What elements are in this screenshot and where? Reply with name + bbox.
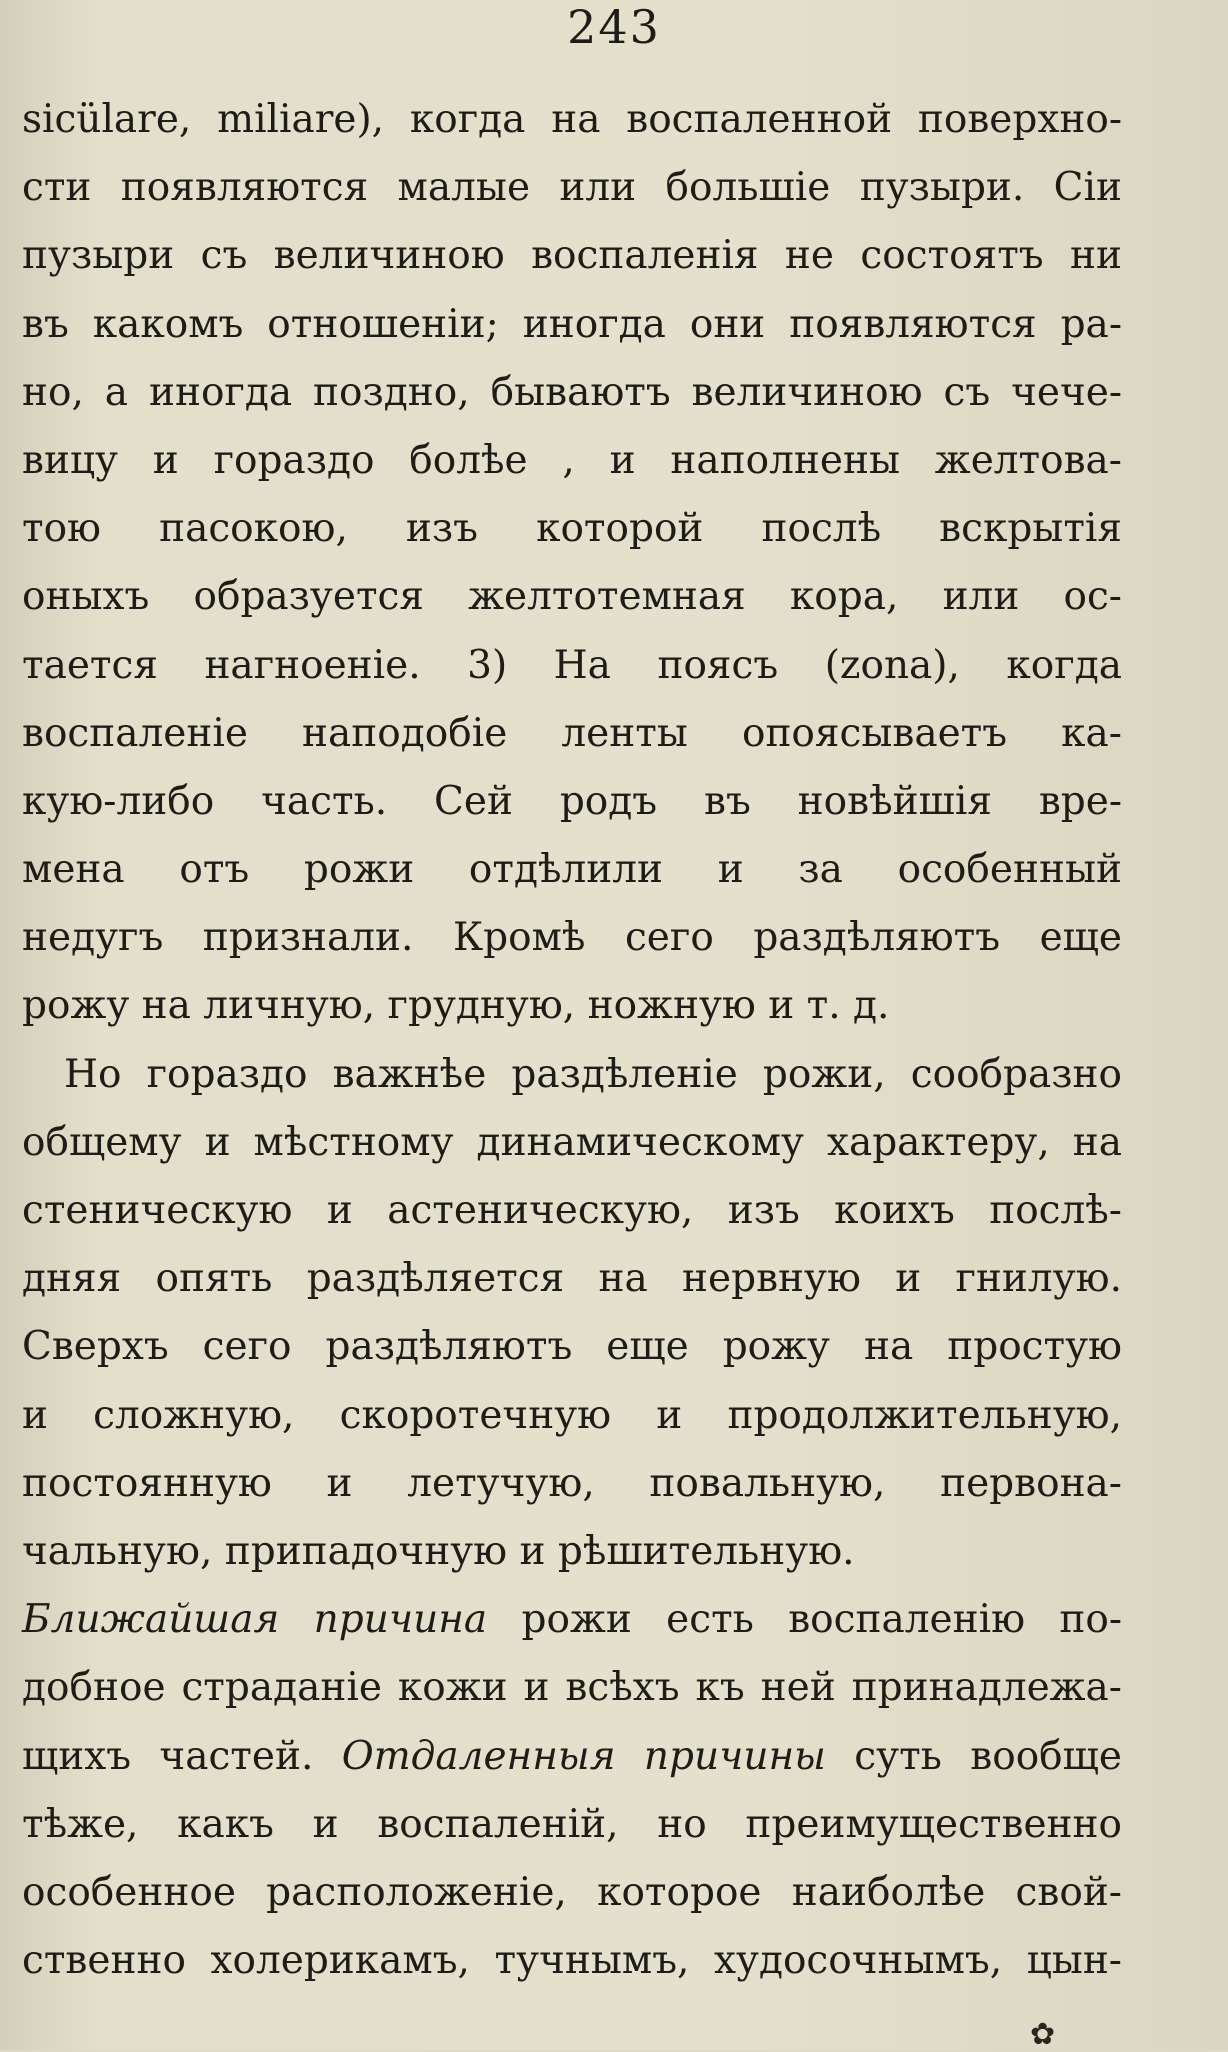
text-line: ственно холерикамъ, тучнымъ, худосочнымъ, цын- [22,1938,1122,1984]
text-line [22,1586,1122,1654]
text-line: кую-либо часть. Сей родъ въ новѣйшія вре- [22,778,1122,824]
text-line: пузыри съ величиною воспаленія не состоятъ ни [22,233,1122,279]
text-line: рожу на личную, грудную, ножную и т. д. [22,983,890,1029]
text-line: въ какомъ отношеніи; иногда они появляются ра- [22,301,1122,347]
text-line: Сверхъ сего раздѣляютъ еще рожу на простую [22,1324,1122,1370]
text-line: воспаленіе наподобіе ленты опоясываетъ ка- [22,710,1122,756]
line-text: щихъ частей. [22,1733,342,1779]
text-line: недугъ признали. Кромѣ сего раздѣляютъ еще [22,915,1122,961]
text-line [22,1723,1122,1791]
text-line: постоянную и летучую, повальную, первона- [22,1460,1122,1506]
line-text: рожи есть воспаленію по- [487,1597,1122,1643]
text-line: мена отъ рожи отдѣлили и за особенный [22,847,1122,893]
page-number: 243 [567,0,661,54]
text-line: вицу и гораздо болѣе , и наполнены желтова- [22,437,1122,483]
text-line: тѣже, какъ и воспаленій, но преимущественно [22,1801,1122,1847]
line-text: суть вообще [825,1733,1122,1779]
text-line: добное страданіе кожи и всѣхъ къ ней принадлежа- [22,1665,1122,1711]
text-line: но, а иногда поздно, бываютъ величиною съ чече- [22,369,1122,415]
text-line: чальную, припадочную и рѣшительную. [22,1528,855,1574]
text-line: оныхъ образуется желтотемная кора, или ос- [22,574,1122,620]
text-line: дняя опять раздѣляется на нервную и гнилую. [22,1256,1122,1302]
text-line: сти появляются малые или большіе пузыри. Сіи [22,165,1122,211]
text-line: тается нагноеніе. 3) На поясъ (zona), когда [22,642,1122,688]
ornament-icon: ✿ [1030,2017,1056,2052]
text-line: и сложную, скоротечную и продолжительную, [22,1392,1122,1438]
italic-term: Ближайшая причина [22,1597,488,1643]
text-line: тою пасокою, изъ которой послѣ вскрытія [22,506,1122,552]
text-line: общему и мѣстному динамическому характеру, на [22,1119,1122,1165]
text-line: Но гораздо важнѣе раздѣленіе рожи, сообразно [64,1051,1122,1097]
italic-term: Отдаленныя причины [341,1733,826,1779]
text-line: sicülare, miliare), когда на воспаленной поверхно- [22,97,1122,142]
body-text [22,86,1122,1995]
text-line: особенное расположеніе, которое наиболѣе свой- [22,1869,1122,1915]
text-line: стеническую и астеническую, изъ коихъ послѣ- [22,1188,1122,1233]
